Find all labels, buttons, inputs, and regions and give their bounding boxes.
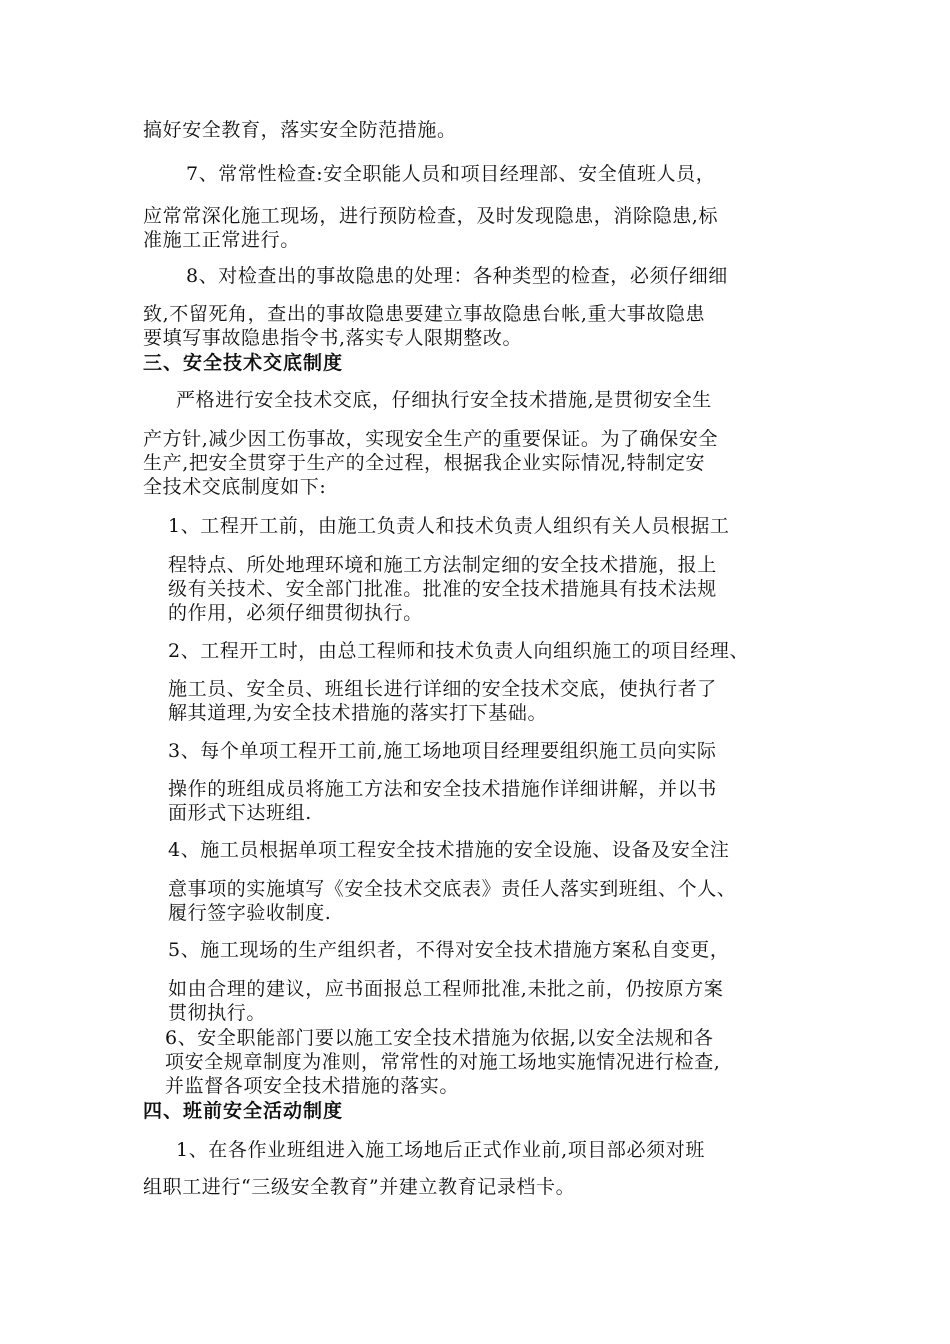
section-3-item-6-line-3: 并监督各项安全技术措施的落实。: [165, 1075, 460, 1097]
section-3-item-4-line-1: 4、施工员根据单项工程安全技术措施的安全设施、设备及安全注: [168, 839, 730, 861]
item-7-line-2: 应常常深化施工现场，进行预防检查，及时发现隐患，消除隐患,标: [143, 205, 719, 227]
item-8-line-2: 致,不留死角，查出的事故隐患要建立事故隐患台帐,重大事故隐患: [143, 303, 706, 325]
section-4-item-1-line-2: 组职工进行“三级安全教育”并建立教育记录档卡。: [143, 1176, 576, 1198]
section-3-item-3-line-3: 面形式下达班组.: [168, 802, 312, 824]
section-3-item-6-line-1: 6、安全职能部门要以施工安全技术措施为依据,以安全法规和各: [165, 1027, 714, 1049]
section-3-intro-line-4: 全技术交底制度如下:: [143, 476, 327, 498]
section-3-item-6-line-2: 项安全规章制度为准则，常常性的对施工场地实施情况进行检查,: [165, 1051, 721, 1073]
section-3-item-1-line-1: 1、工程开工前，由施工负责人和技术负责人组织有关人员根据工: [168, 515, 730, 537]
section-3-item-5-line-1: 5、施工现场的生产组织者，不得对安全技术措施方案私自变更，: [168, 939, 730, 961]
section-3-item-2-line-1: 2、工程开工时，由总工程师和技术负责人向组织施工的项目经理、: [168, 640, 750, 662]
section-3-item-2-line-3: 解其道理,为安全技术措施的落实打下基础。: [168, 702, 548, 724]
section-3-intro-line-2: 产方针,减少因工伤事故，实现安全生产的重要保证。为了确保安全: [143, 428, 719, 450]
section-3-item-1-line-3: 级有关技术、安全部门批准。批准的安全技术措施具有技术法规: [168, 578, 717, 600]
item-8-line-1: 8、对检查出的事故隐患的处理：各种类型的检查，必须仔细细: [186, 265, 728, 287]
section-3-item-1-line-4: 的作用，必须仔细贯彻执行。: [168, 602, 423, 624]
item-7-line-3: 准施工正常进行。: [143, 229, 300, 251]
section-3-intro-line-3: 生产,把安全贯穿于生产的全过程，根据我企业实际情况,特制定安: [143, 452, 706, 474]
section-3-item-5-line-2: 如由合理的建议，应书面报总工程师批准,未批之前，仍按原方案: [168, 978, 724, 1000]
section-4-heading: 四、班前安全活动制度: [143, 1100, 344, 1122]
item-8-line-3: 要填写事故隐患指令书,落实专人限期整改。: [143, 327, 523, 349]
intro-text-line: 搞好安全教育，落实安全防范措施。: [143, 119, 457, 141]
section-4-item-1-line-1: 1、在各作业班组进入施工场地后正式作业前,项目部必须对班: [176, 1139, 705, 1161]
section-3-intro-line-1: 严格进行安全技术交底，仔细执行安全技术措施,是贯彻安全生: [176, 389, 712, 411]
section-3-item-3-line-2: 操作的班组成员将施工方法和安全技术措施作详细讲解，并以书: [168, 778, 717, 800]
section-3-item-4-line-2: 意事项的实施填写《安全技术交底表》责任人落实到班组、个人、: [168, 878, 737, 900]
section-3-item-5-line-3: 贯彻执行。: [168, 1002, 267, 1024]
section-3-item-1-line-2: 程特点、所处地理环境和施工方法制定细的安全技术措施，报上: [168, 554, 717, 576]
section-3-item-3-line-1: 3、每个单项工程开工前,施工场地项目经理要组织施工员向实际: [168, 740, 717, 762]
item-7-line-1: 7、常常性检查:安全职能人员和项目经理部、安全值班人员，: [186, 163, 716, 185]
section-3-heading: 三、安全技术交底制度: [143, 352, 344, 374]
section-3-item-2-line-2: 施工员、安全员、班组长进行详细的安全技术交底，使执行者了: [168, 678, 717, 700]
section-3-item-4-line-3: 履行签字验收制度.: [168, 902, 332, 924]
